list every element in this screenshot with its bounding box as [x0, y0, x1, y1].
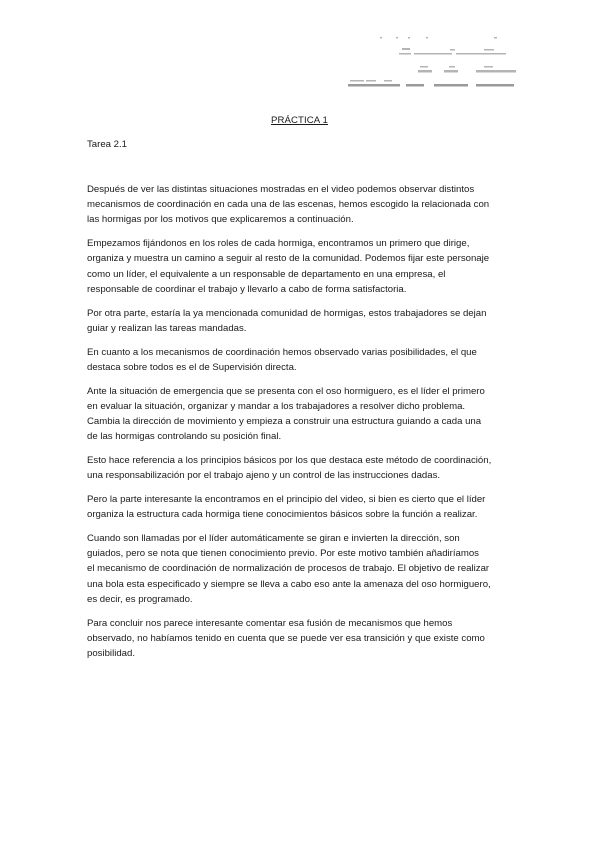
- paragraph: [87, 306, 515, 336]
- text-line: una bola esta especificado y siempre se lleva a cabo eso ante la amenaza del oso hormiguero,: [87, 578, 491, 590]
- paragraph: [87, 531, 515, 607]
- paragraph: [87, 616, 515, 662]
- text-line: es decir, es programado.: [87, 593, 193, 605]
- text-line: Después de ver las distintas situaciones mostradas en el video podemos observar distintos: [87, 184, 475, 195]
- text-line: Para concluir nos parece interesante comentar esa fusión de mecanismos que hemos: [87, 617, 453, 629]
- text-line: las hormigas por los motivos que explicaremos a continuación.: [87, 214, 354, 226]
- text-line: guiados, pero se nota que tienen conocimiento previo. Por este motivo también añadiríamos: [87, 548, 479, 560]
- paragraph: [87, 492, 515, 522]
- text-line: En cuanto a los mecanismos de coordinación hemos observado varias posibilidades, el que: [87, 346, 477, 358]
- text-line: guiar y realizan las tareas mandadas.: [87, 322, 247, 334]
- text-line: Esto hace referencia a los principios básicos por los que destaca este método de coordinación,: [87, 455, 492, 467]
- text-line: Ante la situación de emergencia que se presenta con el oso hormiguero, es el líder el primero: [87, 385, 485, 397]
- text-line: organiza y muestra un camino a seguir al resto de la comunidad. Podemos fijar este personaje: [87, 253, 490, 265]
- text-line: Cuando son llamadas por el líder automáticamente se giran e invierten la dirección, son: [87, 533, 460, 545]
- text-line: como un líder, el equivalente a un responsable de departamento en una empresa, el: [87, 268, 446, 280]
- paragraph: [87, 345, 515, 375]
- text-line: organiza la estructura cada hormiga tiene conocimientos básicos sobre la función a realizar.: [87, 509, 478, 521]
- text-line: el mecanismo de coordinación de normalización de procesos de trabajo. El objetivo de realizar: [87, 563, 490, 575]
- text-line: destaca sobre todos es el de Supervisión directa.: [87, 361, 297, 373]
- paragraph: [87, 236, 515, 297]
- faded-logo-icon: [344, 34, 519, 90]
- text-line: posibilidad.: [87, 648, 136, 660]
- text-line: mecanismos de coordinación en cada una de las escenas, hemos escogido la relacionada con: [87, 199, 490, 211]
- text-line: en evaluar la situación, organizar y mandar a los trabajadores a resolver dicho problema.: [87, 400, 466, 412]
- paragraph: [87, 453, 515, 483]
- text-line: de las hormigas controlando su posición final.: [87, 431, 282, 443]
- text-line: Pero la parte interesante la encontramos en el principio del video, si bien es cierto que el líder: [87, 494, 486, 506]
- paragraph: [87, 182, 515, 228]
- text-line: Empezamos fijándonos en los roles de cada hormiga, encontramos un primero que dirige,: [87, 238, 470, 250]
- task-label: Tarea 2.1: [87, 139, 127, 150]
- document-body: [87, 182, 515, 670]
- page-title: PRÁCTICA 1: [271, 115, 328, 126]
- text-line: Por otra parte, estaría la ya mencionada comunidad de hormigas, estos trabajadores se dejan: [87, 307, 487, 319]
- text-line: observado, no habíamos tenido en cuenta que se puede ver esa transición y que existe como: [87, 632, 485, 644]
- text-line: responsable de coordinar el trabajo y llevarlo a cabo de forma satisfactoria.: [87, 283, 407, 295]
- paragraph: [87, 384, 515, 445]
- text-line: una responsabilización por el trabajo ajeno y un control de las instrucciones dadas.: [87, 470, 441, 482]
- text-line: Cambia la dirección de movimiento y empieza a construir una estructura guiando a cada una: [87, 416, 482, 428]
